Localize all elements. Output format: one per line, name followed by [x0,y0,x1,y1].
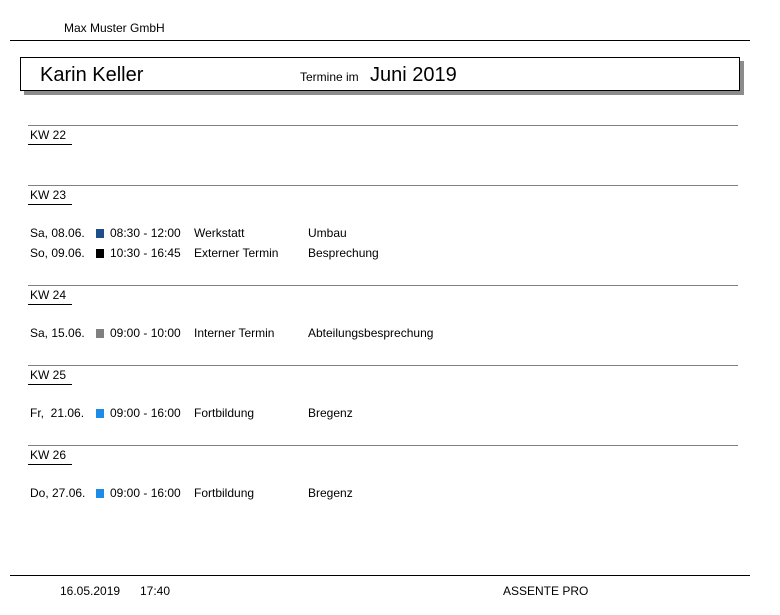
month-title: Juni 2019 [370,64,457,86]
week-divider [28,185,738,186]
bottom-divider [10,575,750,576]
appointment-description: Bregenz [308,406,353,420]
category-color-square [96,249,104,258]
appointment-description: Abteilungsbesprechung [308,326,434,340]
appointment-description: Umbau [308,226,347,240]
appointment-date: Fr, 21.06. [30,406,85,420]
appointment-date: Sa, 08.06. [30,226,85,240]
appointment-category: Werkstatt [194,226,245,240]
appointment-date: Sa, 15.06. [30,326,85,340]
footer-date: 16.05.2019 [60,584,121,598]
person-name: Karin Keller [40,64,144,86]
appointment-date: So, 09.06. [30,246,85,260]
appointment-category: Externer Termin [194,246,279,260]
week-divider [28,125,738,126]
week-divider [28,445,738,446]
week-label: KW 25 [28,368,72,385]
week-label: KW 22 [28,128,72,145]
termine-label: Termine im [300,70,359,84]
week-divider [28,285,738,286]
top-divider [10,40,750,41]
footer-app-name: ASSENTE PRO [503,584,589,598]
week-divider [28,365,738,366]
category-color-square [96,229,104,238]
appointment-description: Besprechung [308,246,379,260]
week-label: KW 23 [28,188,72,205]
appointment-time: 10:30 - 16:45 [110,246,181,260]
appointment-time: 09:00 - 16:00 [110,486,181,500]
appointment-time: 09:00 - 16:00 [110,406,181,420]
company-name: Max Muster GmbH [64,21,165,35]
appointment-category: Interner Termin [194,326,275,340]
category-color-square [96,409,104,418]
category-color-square [96,329,104,338]
appointment-date: Do, 27.06. [30,486,86,500]
appointment-description: Bregenz [308,486,353,500]
category-color-square [96,489,104,498]
appointment-time: 09:00 - 10:00 [110,326,181,340]
appointment-category: Fortbildung [194,406,255,420]
week-label: KW 24 [28,288,72,305]
appointment-time: 08:30 - 12:00 [110,226,181,240]
week-label: KW 26 [28,448,72,465]
appointment-category: Fortbildung [194,486,255,500]
report-header [20,57,740,91]
footer-time: 17:40 [140,584,171,598]
